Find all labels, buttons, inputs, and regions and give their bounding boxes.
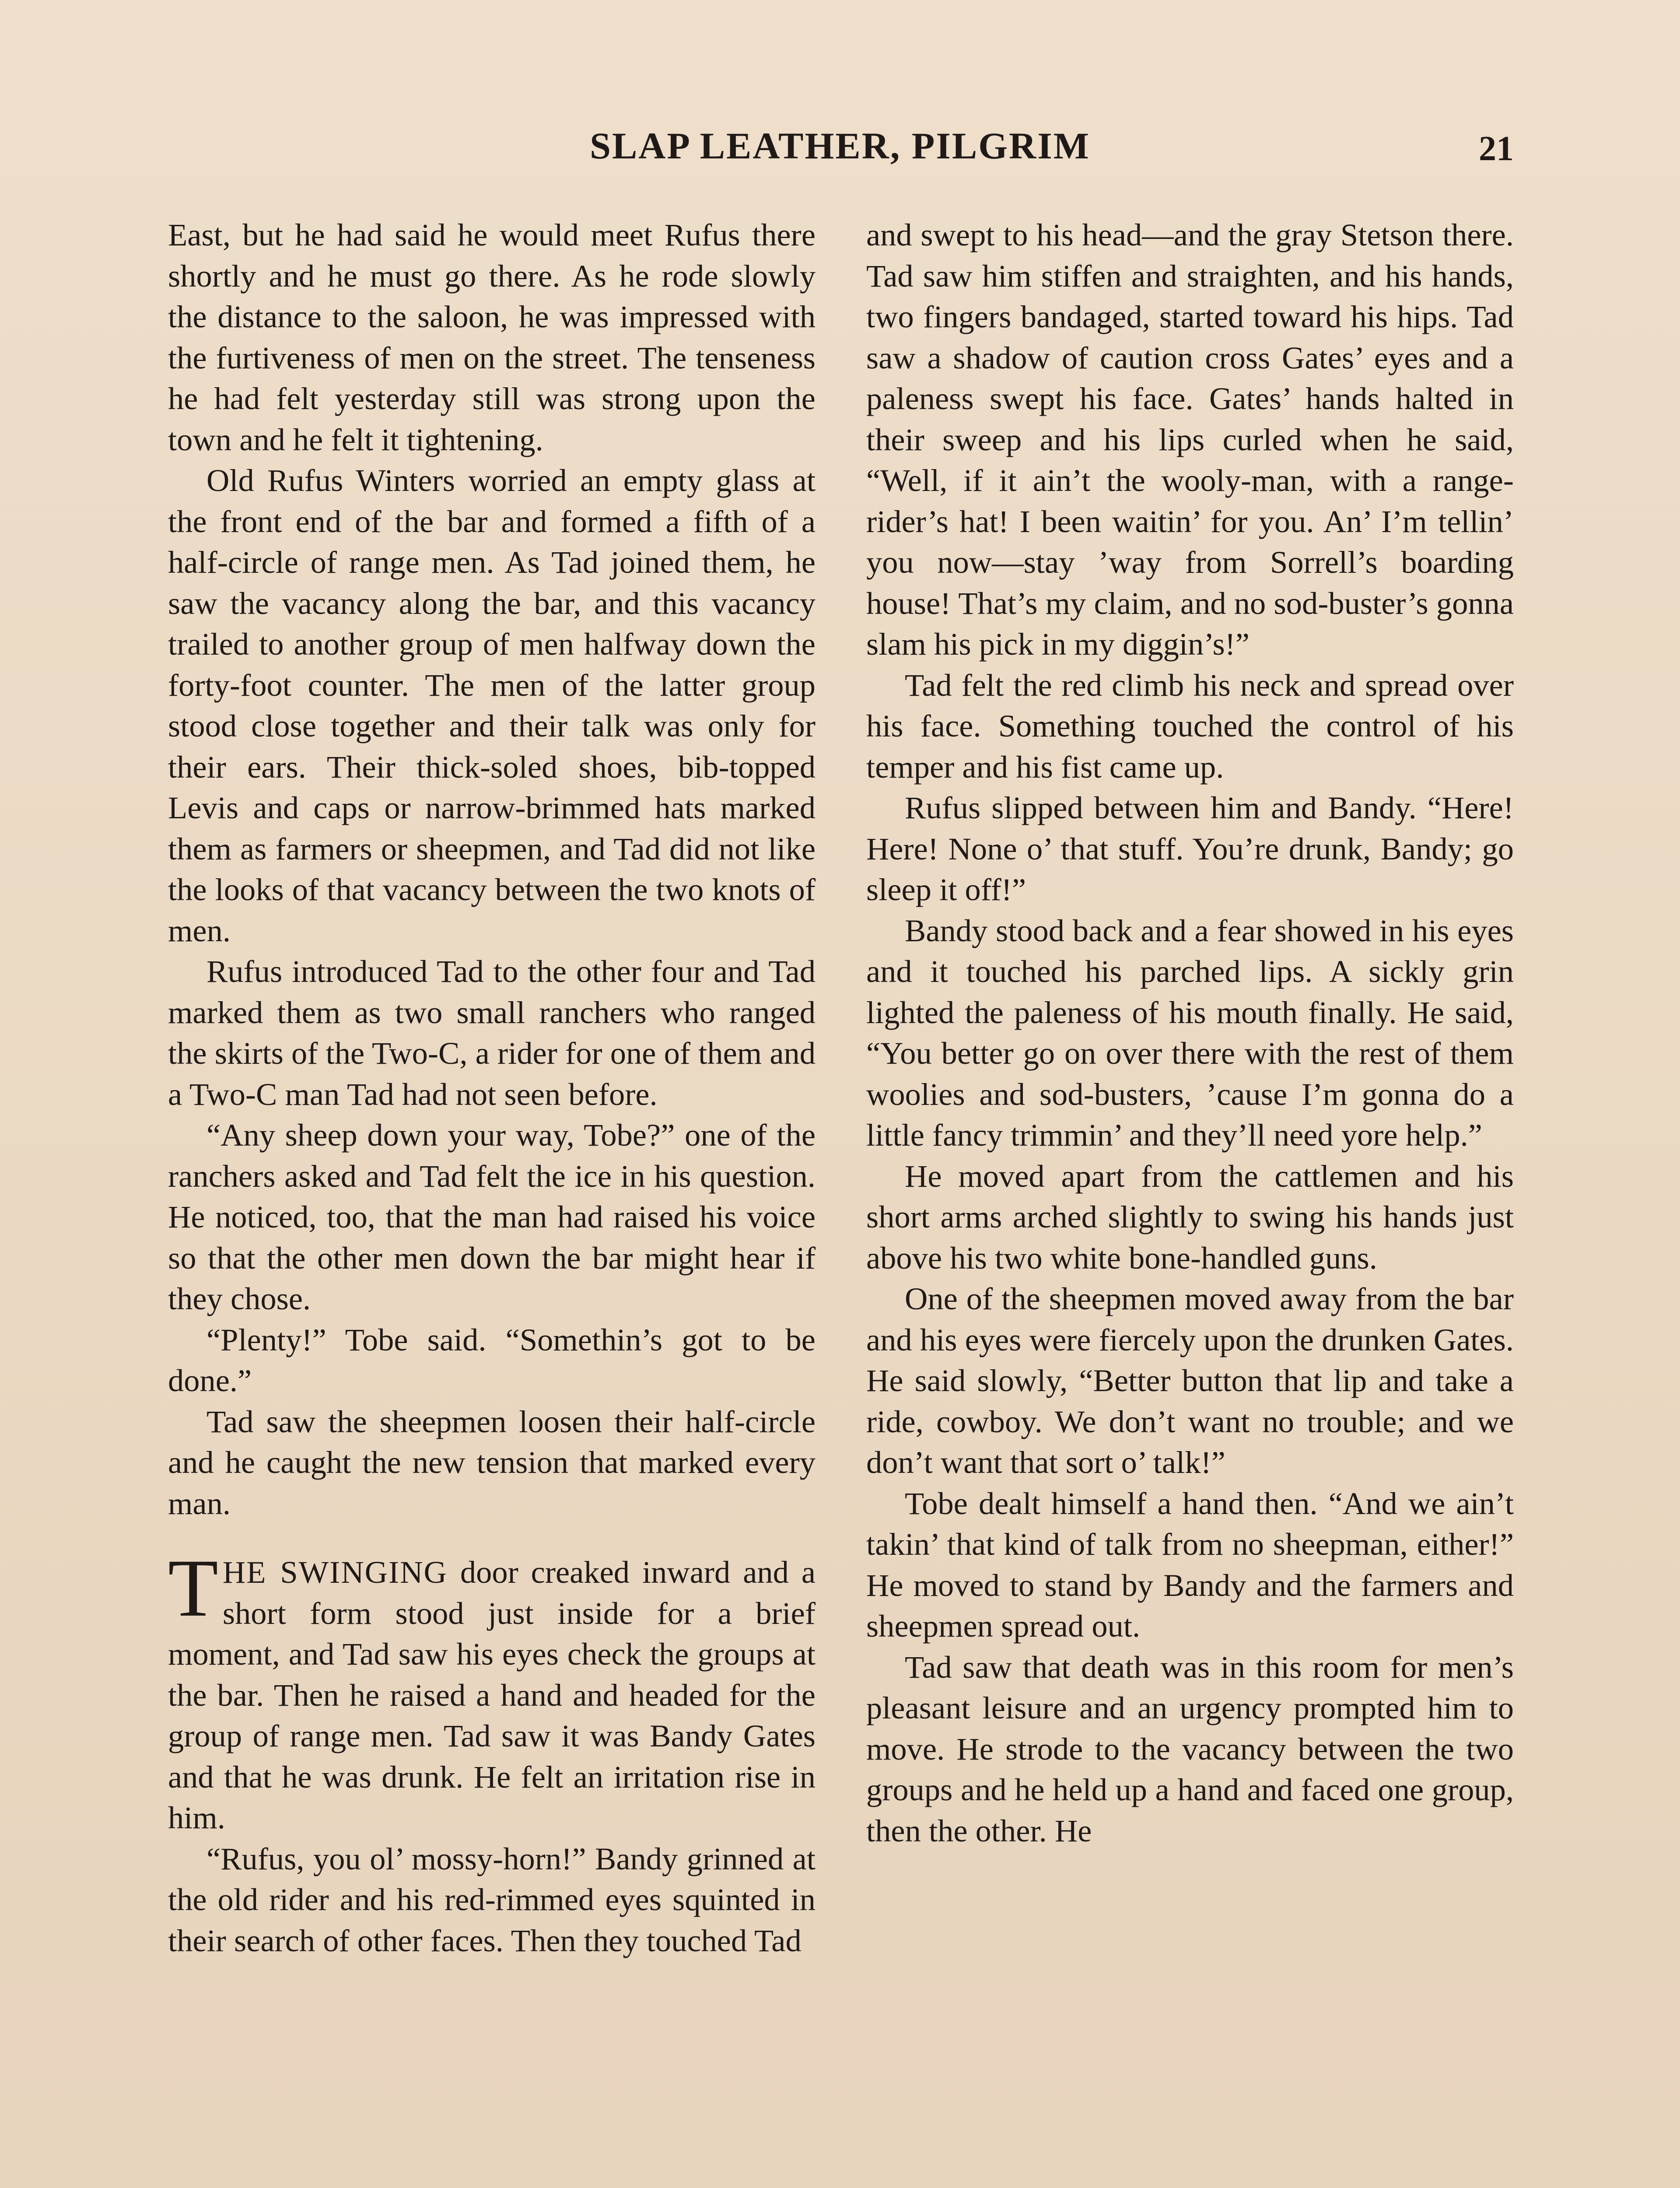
paragraph: “Rufus, you ol’ mossy-horn!” Bandy grinned at the old rider and his red-rimmed eyes squinted in their search of other faces. Then they touched Tad: [168, 1841, 816, 1958]
paragraph: Tad felt the red climb his neck and spread over his face. Something touched the control of his temper and his fist came up.: [866, 667, 1514, 785]
right-text-column: [866, 214, 1514, 1851]
paragraph: Tobe dealt himself a hand then. “And we ain’t takin’ that kind of talk from no sheepman, either!” He moved to stand by Bandy and the farmers and sheepmen spread out.: [866, 1485, 1514, 1644]
paragraph: “Any sheep down your way, Tobe?” one of the ranchers asked and Tad felt the ice in his question. He noticed, too, that the man had raised his voice so that the other men down the bar might hear if they chose.: [168, 1117, 816, 1316]
paragraph: Bandy stood back and a fear showed in his eyes and it touched his parched lips. A sickly grin lighted the paleness of his mouth finally. He said, “You better go on over there with the rest of them woolies and sod-busters, ’cause I’m gonna do a little fancy trimmin’ and they’ll need yore help.”: [866, 912, 1514, 1153]
paragraph: Rufus slipped between him and Bandy. “Here! Here! None o’ that stuff. You’re drunk, Bandy; go sleep it off!”: [866, 790, 1514, 907]
paragraph: Rufus introduced Tad to the other four and Tad marked them as two small ranchers who ranged the skirts of the Two-C, a rider for one of them and a Two-C man Tad had not seen before.: [168, 954, 816, 1112]
paragraph: Tad saw the sheepmen loosen their half-circle and he caught the new tension that marked every man.: [168, 1403, 816, 1521]
paragraph: “Plenty!” Tobe said. “Somethin’s got to be done.”: [168, 1322, 816, 1398]
paragraph: and swept to his head—and the gray Stetson there. Tad saw him stiffen and straighten, and his hands, two fingers bandaged, started toward his hips. Tad saw a shadow of caution cross Gates’ eyes and a paleness swept his face. Gates’ hands halted in their sweep and his lips curled when he said, “Well, if it ain’t the wooly-man, with a range-rider’s hat! I been waitin’ for you. An’ I’m tellin’ you now—stay ’way from Sorrell’s boarding house! That’s my claim, and no sod-buster’s gonna slam his pick in my diggin’s!”: [866, 217, 1514, 662]
small-caps-lead: HE SWINGING: [222, 1554, 448, 1590]
drop-cap: T: [168, 1542, 218, 1634]
paragraph-text: door creaked inward and a short form stood just inside for a brief moment, and Tad saw his eyes check the groups at the bar. Then he raised a hand and headed for the group of range men. Tad saw it was Bandy Gates and that he was drunk. He felt an irritation rise in him.: [168, 1554, 816, 1835]
paragraph: One of the sheepmen moved away from the bar and his eyes were fiercely upon the drunken Gates. He said slowly, “Better button that lip and take a ride, cowboy. We don’t want no trouble; and we don’t want that sort o’ talk!”: [866, 1281, 1514, 1480]
paragraph: He moved apart from the cattlemen and his short arms arched slightly to swing his hands just above his two white bone-handled guns.: [866, 1158, 1514, 1276]
paragraph: Old Rufus Winters worried an empty glass at the front end of the bar and formed a fifth of a half-circle of range men. As Tad joined them, he saw the vacancy along the bar, and this vacancy trailed to another group of men halfway down the forty-foot counter. The men of the latter group stood close together and their talk was only for their ears. Their thick-soled shoes, bib-topped Levis and caps or narrow-brimmed hats marked them as farmers or sheepmen, and Tad did not like the looks of that vacancy between the two knots of men.: [168, 463, 816, 948]
running-header-title: SLAP LEATHER, PILGRIM: [590, 125, 1090, 167]
left-text-column: [168, 214, 816, 1961]
section-start-paragraph: [168, 1542, 816, 1838]
paragraph: East, but he had said he would meet Rufus there shortly and he must go there. As he rode slowly the distance to the saloon, he was impressed with the furtiveness of men on the street. The tenseness he had felt yesterday still was strong upon the town and he felt it tightening.: [168, 217, 816, 457]
page-number: 21: [1479, 130, 1514, 168]
paragraph: Tad saw that death was in this room for men’s pleasant leisure and an urgency prompted him to move. He strode to the vacancy between the two groups and he held up a hand and faced one group, then the other. He: [866, 1649, 1514, 1848]
